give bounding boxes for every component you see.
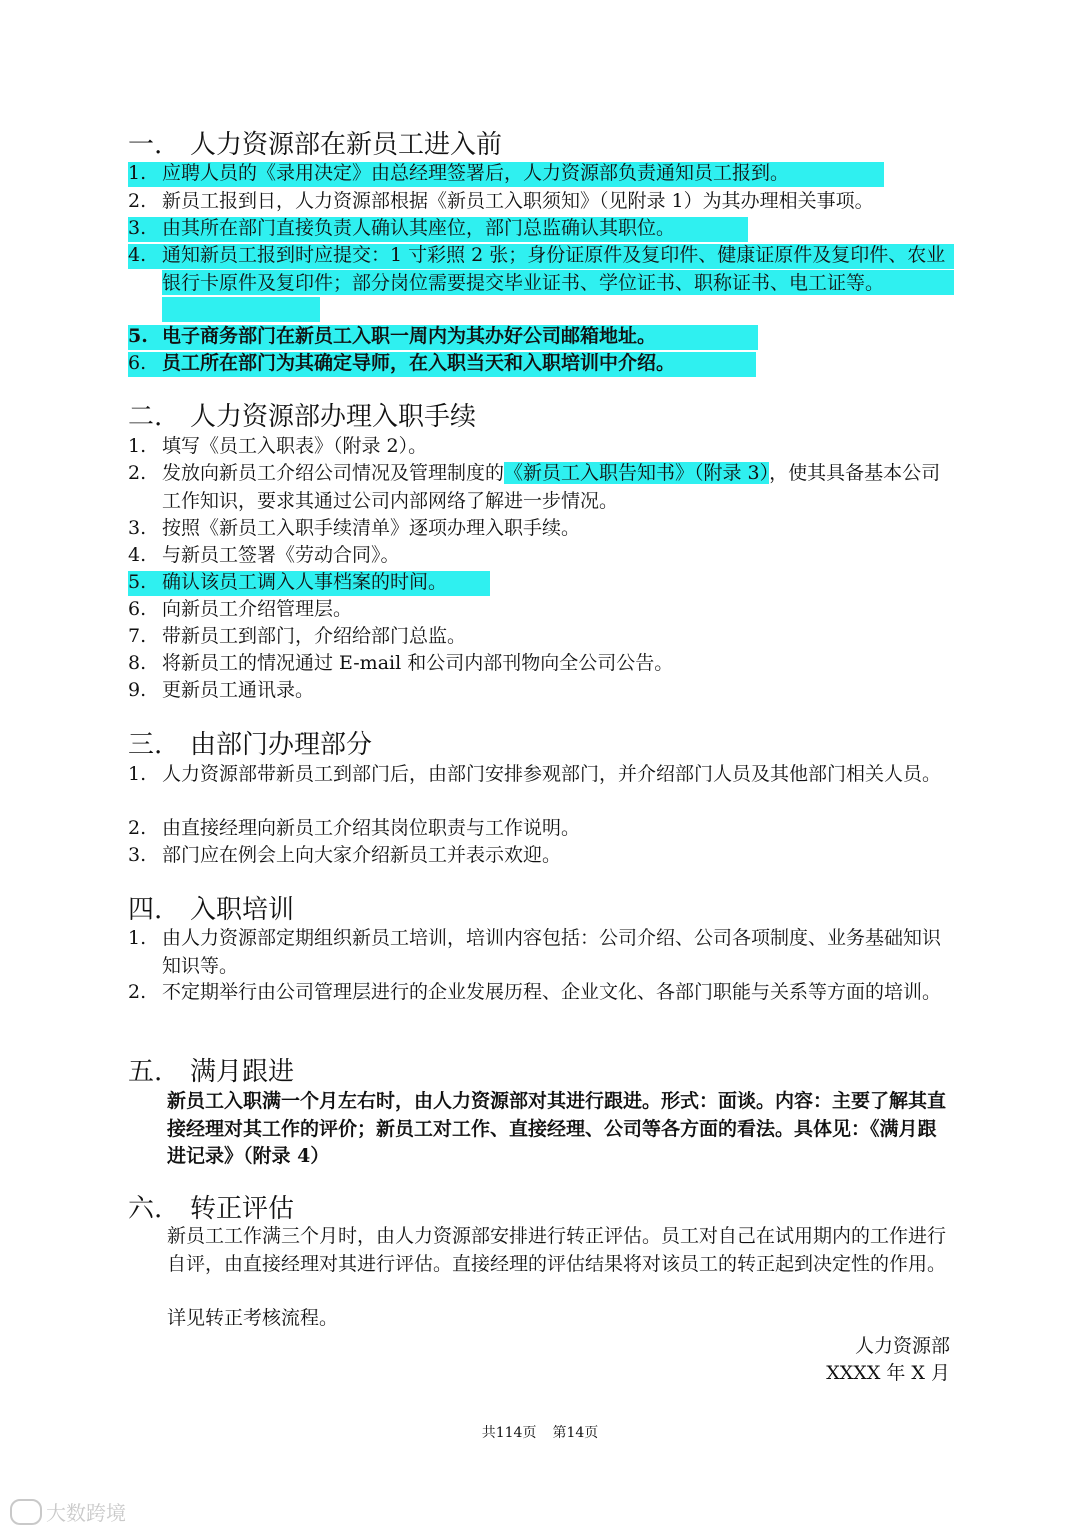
- signature-date: XXXX 年 X 月: [826, 1362, 950, 1384]
- list-item: 8. 将新员工的情况通过 E-mail 和公司内部刊物向全公司公告。: [128, 652, 674, 674]
- list-item: 2. 由直接经理向新员工介绍其岗位职责与工作说明。: [128, 817, 581, 839]
- page-total: 共114页: [481, 1425, 537, 1441]
- list-item: 3. 由其所在部门直接负责人确认其座位，部门总监确认其职位。: [128, 217, 676, 239]
- list-item: 2. 不定期举行由公司管理层进行的企业发展历程、企业文化、各部门职能与关系等方面的培训。: [128, 981, 942, 1003]
- list-item: 3. 按照《新员工入职手续清单》逐项办理入职手续。: [128, 517, 581, 539]
- list-item: 9. 更新员工通讯录。: [128, 679, 315, 701]
- section-heading-6: 六. 转正评估: [128, 1194, 295, 1224]
- signature-dept: 人力资源部: [854, 1335, 950, 1357]
- page-current: 第14页: [552, 1425, 599, 1441]
- list-item: 5. 确认该员工调入人事档案的时间。: [128, 571, 448, 593]
- list-item: 1. 应聘人员的《录用决定》由总经理签署后，人力资源部负责通知员工报到。: [128, 162, 790, 184]
- section-heading-2: 二. 人力资源部办理入职手续: [128, 402, 477, 432]
- list-item: 6. 员工所在部门为其确定导师，在入职当天和入职培训中介绍。: [128, 352, 676, 374]
- watermark: [10, 1497, 126, 1526]
- list-item: 3. 部门应在例会上向大家介绍新员工并表示欢迎。: [128, 844, 562, 866]
- page-footer: [0, 1422, 1080, 1442]
- list-item: 4. 与新员工签署《劳动合同》。: [128, 544, 400, 566]
- section-heading-3: 三. 由部门办理部分: [128, 730, 373, 760]
- list-item: 6. 向新员工介绍管理层。: [128, 598, 353, 620]
- evaluation-paragraph: 新员工工作满三个月时，由人力资源部安排进行转正评估。员工对自己在试用期内的工作进行自评，由直接经理对其进行评估。直接经理的评估结果将对该员工的转正起到决定性的作用。: [167, 1225, 947, 1275]
- followup-paragraph: 新员工入职满一个月左右时，由人力资源部对其进行跟进。形式：面谈。内容：主要了解其直接经理对其工作的评价；新员工对工作、直接经理、公司等各方面的看法。具体见：《满月跟进记录》（附录 4）: [167, 1090, 947, 1167]
- list-item: 2. 新员工报到日，人力资源部根据《新员工入职须知》（见附录 1）为其办理相关事项。: [128, 190, 874, 212]
- list-item: 4. 通知新员工报到时应提交：1 寸彩照 2 张；身份证原件及复印件、健康证原件及复印件、农业银行卡原件及复印件；部分岗位需要提交毕业证书、学位证书、职称证书、电工证等。: [128, 244, 946, 294]
- section-heading-4: 四. 入职培训: [128, 895, 295, 925]
- highlight-band: [162, 297, 320, 322]
- section-heading-5: 五. 满月跟进: [128, 1057, 295, 1087]
- watermark-text: 大数跨境: [46, 1501, 126, 1525]
- highlighted-reference: 《新员工入职告知书》（附录 3）: [504, 462, 770, 484]
- list-item: 2. 发放向新员工介绍公司情况及管理制度的《新员工入职告知书》（附录 3），使其具备基本公司工作知识，要求其通过公司内部网络了解进一步情况。: [128, 462, 941, 512]
- list-item: 1. 人力资源部带新员工到部门后，由部门安排参观部门，并介绍部门人员及其他部门相关人员。: [128, 763, 942, 785]
- watermark-logo-icon: [10, 1499, 42, 1525]
- evaluation-note: 详见转正考核流程。: [167, 1307, 339, 1329]
- list-item: 5. 电子商务部门在新员工入职一周内为其办好公司邮箱地址。: [128, 325, 657, 347]
- section-heading-1: 一. 人力资源部在新员工进入前: [128, 130, 503, 160]
- list-item: 7. 带新员工到部门，介绍给部门总监。: [128, 625, 467, 647]
- list-item: 1. 填写《员工入职表》（附录 2）。: [128, 435, 428, 457]
- list-item: 1. 由人力资源部定期组织新员工培训，培训内容包括：公司介绍、公司各项制度、业务基础知识知识等。: [128, 927, 942, 977]
